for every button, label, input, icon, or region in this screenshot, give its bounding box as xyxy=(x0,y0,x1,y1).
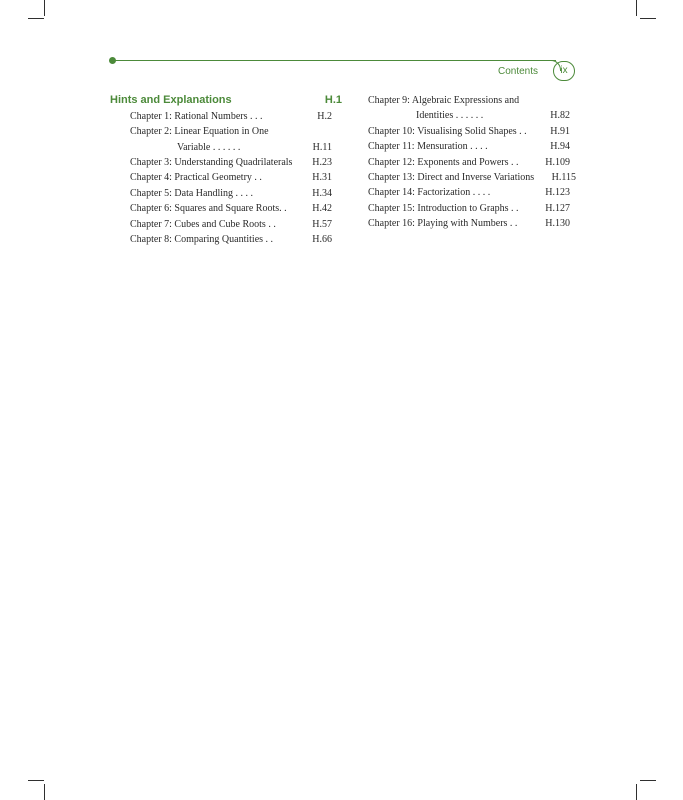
toc-entry-label: Chapter 16: Playing with Numbers . . xyxy=(368,218,518,230)
toc-entry-page: H.82 xyxy=(550,110,570,122)
toc-entry[interactable] xyxy=(110,109,342,124)
toc-entry[interactable] xyxy=(110,170,342,185)
toc-entry[interactable] xyxy=(110,201,342,216)
crop-mark-top-left-h xyxy=(28,18,44,19)
toc-entry-page: H.11 xyxy=(312,141,332,153)
toc-entry-page: H.130 xyxy=(545,218,570,230)
toc-entry-label: Identities . . . . . . xyxy=(416,110,484,122)
toc-entry[interactable] xyxy=(110,232,342,247)
toc-entry-label: Chapter 8: Comparing Quantities . . xyxy=(130,234,274,246)
toc-entry-page: H.57 xyxy=(312,218,332,230)
header-rule xyxy=(112,60,556,61)
toc-entry-page: H.127 xyxy=(545,202,570,214)
toc-entry[interactable] xyxy=(110,124,342,139)
toc-entry-label: Chapter 5: Data Handling . . . . xyxy=(130,187,254,199)
section-title: Hints and Explanations xyxy=(110,94,232,106)
toc-entry[interactable] xyxy=(368,201,576,216)
toc-entry-page: H.34 xyxy=(312,187,332,199)
crop-mark-bottom-right-v xyxy=(636,784,637,800)
crop-mark-top-left-v xyxy=(44,0,45,16)
header-title: Contents xyxy=(497,66,538,77)
section-heading-row xyxy=(110,93,342,108)
toc-entry-label: Chapter 4: Practical Geometry . . xyxy=(130,172,262,184)
toc-entry-label: Variable . . . . . . xyxy=(177,141,241,153)
toc-entry-label: Chapter 11: Mensuration . . . . xyxy=(368,141,488,153)
toc-entry-page: H.123 xyxy=(545,187,570,199)
toc-entry[interactable] xyxy=(110,186,342,201)
toc-entry-page: H.109 xyxy=(545,156,570,168)
crop-mark-top-right-h xyxy=(640,18,656,19)
crop-mark-bottom-left-v xyxy=(44,784,45,800)
toc-entry[interactable] xyxy=(368,93,576,108)
section-page-number: H.1 xyxy=(324,94,342,106)
toc-entry-page: H.115 xyxy=(551,171,576,183)
crop-mark-bottom-right-h xyxy=(640,780,656,781)
crop-mark-top-right-v xyxy=(636,0,637,16)
toc-entry-page: H.2 xyxy=(317,110,332,122)
toc-entry-page: H.66 xyxy=(312,234,332,246)
toc-entry-page: H.42 xyxy=(312,203,332,215)
toc-entry[interactable] xyxy=(368,155,576,170)
toc-entry-label: Chapter 1: Rational Numbers . . . xyxy=(130,110,263,122)
toc-entry-page: H.31 xyxy=(312,172,332,184)
toc-entry[interactable] xyxy=(368,124,576,139)
toc-entry-continuation[interactable] xyxy=(368,108,576,123)
toc-entry-label: Chapter 12: Exponents and Powers . . xyxy=(368,156,519,168)
toc-entry-label: Chapter 13: Direct and Inverse Variations xyxy=(368,171,535,183)
toc-entry-label: Chapter 7: Cubes and Cube Roots . . xyxy=(130,218,276,230)
toc-entry-continuation[interactable] xyxy=(110,140,342,155)
toc-entry-label: Chapter 6: Squares and Square Roots. . xyxy=(130,203,287,215)
toc-entry-page: H.94 xyxy=(550,141,570,153)
toc-entry-label: Chapter 10: Visualising Solid Shapes . . xyxy=(368,125,527,137)
page-number-badge: ix xyxy=(553,61,575,81)
toc-entry[interactable] xyxy=(368,139,576,154)
toc-entry-label: Chapter 9: Algebraic Expressions and xyxy=(368,95,520,106)
toc-entry[interactable] xyxy=(368,170,576,185)
toc-entry[interactable] xyxy=(110,217,342,232)
toc-entry-label: Chapter 3: Understanding Quadrilaterals xyxy=(130,157,293,169)
crop-mark-bottom-left-h xyxy=(28,780,44,781)
toc-entry[interactable] xyxy=(110,155,342,170)
toc-entry-page: H.23 xyxy=(312,157,332,169)
toc-entry[interactable] xyxy=(368,216,576,231)
toc-entry-label: Chapter 14: Factorization . . . . xyxy=(368,187,491,199)
toc-entry-label: Chapter 2: Linear Equation in One xyxy=(130,126,269,138)
contents-left-column xyxy=(110,93,342,247)
toc-entry-page: H.91 xyxy=(550,125,570,137)
toc-entry[interactable] xyxy=(368,185,576,200)
toc-entry-label: Chapter 15: Introduction to Graphs . . xyxy=(368,202,519,214)
contents-right-column xyxy=(368,93,576,232)
